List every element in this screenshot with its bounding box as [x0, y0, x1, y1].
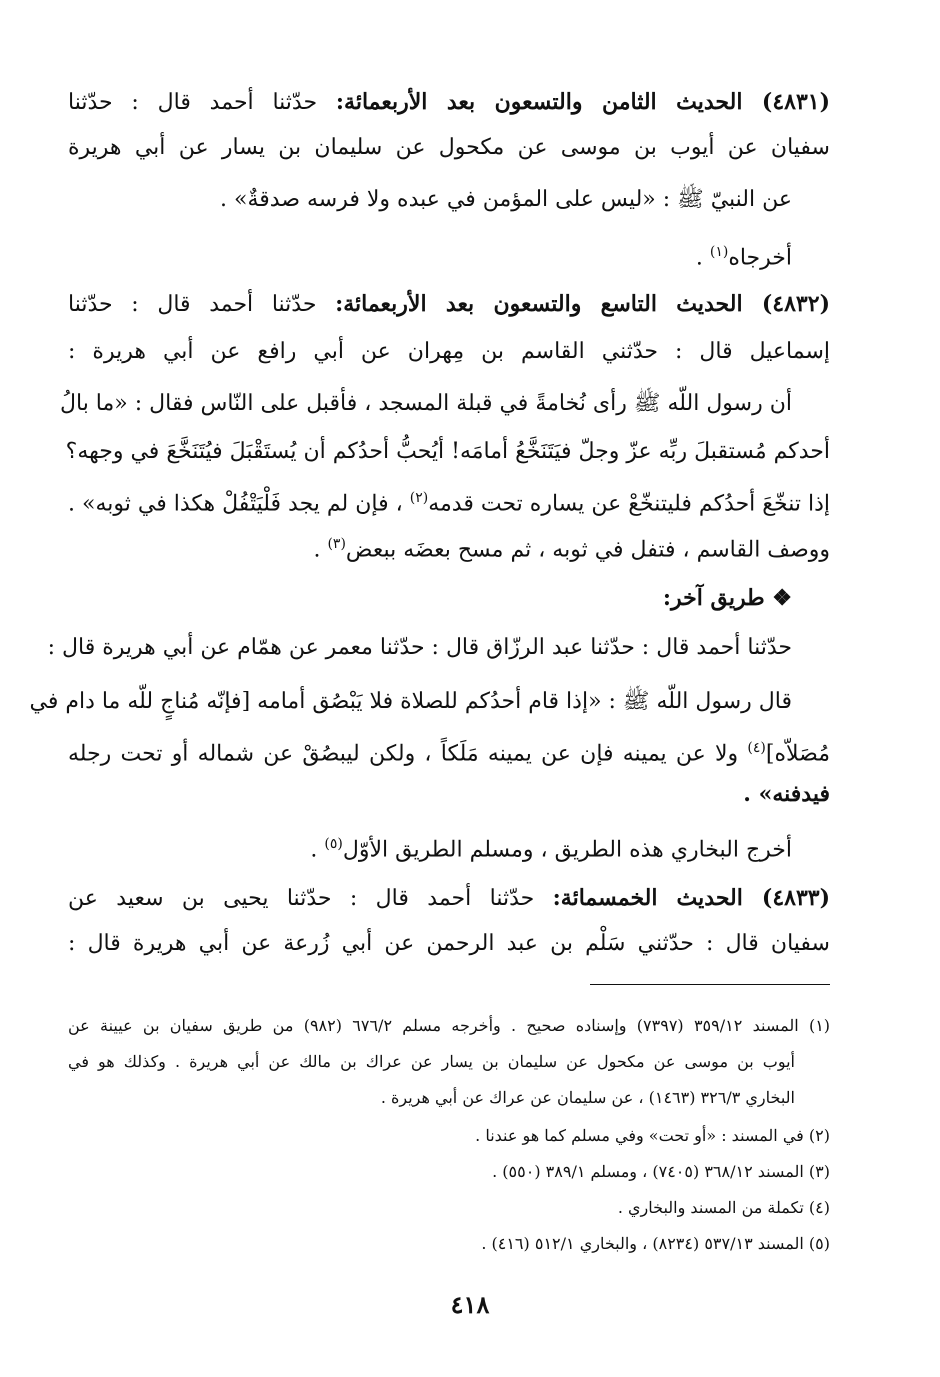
hadith-4832-matn-2: أحدكم مُستقبلَ ربِّه عزّ وجلّ فيَتَنَخَّعُ أمامَه! أيُحبُّ أحدُكم أن يُستَقْبَلَ فيُتَنَخَّعَ في وجهه؟ [65, 439, 830, 464]
hadith-4831-isnad-start: حدّثنا أحمد قال : حدّثنا [68, 90, 318, 115]
takhrij-end: . [695, 245, 710, 271]
footnote-1-line-1: (١) المسند ٣٥٩/١٢ (٧٣٩٧) وإسناده صحيح . وأخرجه مسلم ٦٧٦/٢ (٩٨٢) من طريق سفيان بن عيينة عن [68, 1016, 831, 1035]
hadith-4833-isnad-start: حدّثنا أحمد قال : حدّثنا يحيى بن سعيد عن [68, 886, 535, 911]
matn-4-b: . [313, 537, 328, 563]
footnote-divider [590, 984, 830, 985]
hadith-4833-isnad: سفيان قال : حدّثني سَلْم بن عبد الرحمن عن أبي زُرعة عن أبي هريرة قال : [68, 931, 830, 956]
other-route-matn-2 [68, 730, 830, 772]
footnote-3: (٣) المسند ٣٦٨/١٢ (٧٤٠٥) ، ومسلم ٣٨٩/١ (٥٥٠) . [492, 1162, 830, 1181]
footnote-ref-2: (٢) [409, 490, 429, 506]
takhrij-2-b: . [310, 837, 325, 863]
page-number: ٤١٨ [450, 1290, 490, 1319]
other-route-matn-3: فيدفنه» . [743, 781, 830, 807]
matn-4-a: ووصف القاسم ، فتفل في ثوبه ، ثم مسح بعضَه ببعض [345, 537, 830, 563]
hadith-4833-title: (٤٨٣٣) الحديث الخمسمائة: [552, 885, 831, 911]
footnote-ref-3: (٣) [327, 536, 346, 552]
hadith-4832-matn-3 [68, 480, 830, 522]
hadith-4832-matn-4 [105, 526, 830, 568]
hadith-4831-title: (٤٨٣١) الحديث الثامن والتسعون بعد الأربعمائة: [335, 89, 831, 115]
footnote-1-line-2: أيوب بن موسى عن مكحول عن سليمان بن يسار عن عراك بن مالك عن أبي هريرة . وكذلك هو في [68, 1052, 795, 1071]
hadith-4832-title: (٤٨٣٢) الحديث التاسع والتسعون بعد الأربعمائة: [335, 291, 830, 317]
hadith-4832-matn-1: أن رسول اللّه ﷺ رأى نُخامةً في قبلة المسجد ، فأقبل على النّاس فقال : «ما بالُ [60, 391, 792, 416]
matn-3-a: إذا تنخّعَ أحدُكم فليتنخّعْ عن يساره تحت قدمه [428, 491, 831, 517]
hadith-4832-header [68, 286, 830, 323]
footnote-ref-4: (٤) [747, 740, 766, 756]
footnote-4: (٤) تكملة من المسند والبخاري . [617, 1198, 830, 1217]
hadith-4832-isnad-start: حدّثنا أحمد قال : حدّثنا [68, 292, 317, 317]
footnote-ref-5: (٥) [324, 836, 343, 852]
takhrij-text: أخرجاه [728, 245, 792, 271]
matn-3-b: ، فإن لم يجد فَلْيَتْفُلْ هكذا في ثوبه» . [68, 491, 410, 517]
hadith-4833-header [68, 880, 830, 917]
hadith-4831-takhrij [67, 234, 792, 276]
other-route-isnad: حدّثنا أحمد قال : حدّثنا عبد الرزّاق قال : حدّثنا معمر عن همّام عن أبي هريرة قال : [47, 635, 792, 660]
footnote-1-line-3: البخاري ٣٢٦/٣ (١٤٦٣) ، عن سليمان عن عراك عن أبي هريرة . [380, 1088, 795, 1107]
other-route-takhrij [67, 826, 792, 868]
footnote-2: (٢) في المسند : «أو تحت» وفي مسلم كما هو عندنا . [475, 1126, 830, 1145]
other-route-heading: ❖ طريق آخر: [662, 585, 792, 611]
other-route-matn-1: قال رسول اللّه ﷺ : «إذا قام أحدُكم للصلاة فلا يَبْصُق أمامه [فإنّه مُناجٍ للّه ما دام في [29, 689, 792, 714]
footnote-5: (٥) المسند ٥٣٧/١٣ (٨٢٣٤) ، والبخاري ٥١٢/١ (٤١٦) . [481, 1234, 830, 1253]
matn-2-b: ولا عن يمينه فإن عن يمينه مَلَكاً ، ولكن ليبصُقْ عن شماله أو تحت رجله [68, 741, 748, 767]
hadith-4831-matn: عن النبيّ ﷺ : «ليس على المؤمن في عبده ولا فرسه صدقةٌ» . [220, 187, 792, 212]
matn-2-a: مُصَلاّه] [765, 741, 830, 767]
hadith-4831-isnad: سفيان عن أيوب بن موسى عن مكحول عن سليمان بن يسار عن أبي هريرة [68, 135, 830, 160]
hadith-4832-isnad: إسماعيل قال : حدّثني القاسم بن مِهران عن أبي رافع عن أبي هريرة : [68, 339, 830, 364]
hadith-4831-header [68, 84, 830, 121]
footnote-ref-1: (١) [709, 244, 729, 260]
takhrij-2-a: أخرج البخاري هذه الطريق ، ومسلم الطريق الأوّل [342, 837, 792, 863]
